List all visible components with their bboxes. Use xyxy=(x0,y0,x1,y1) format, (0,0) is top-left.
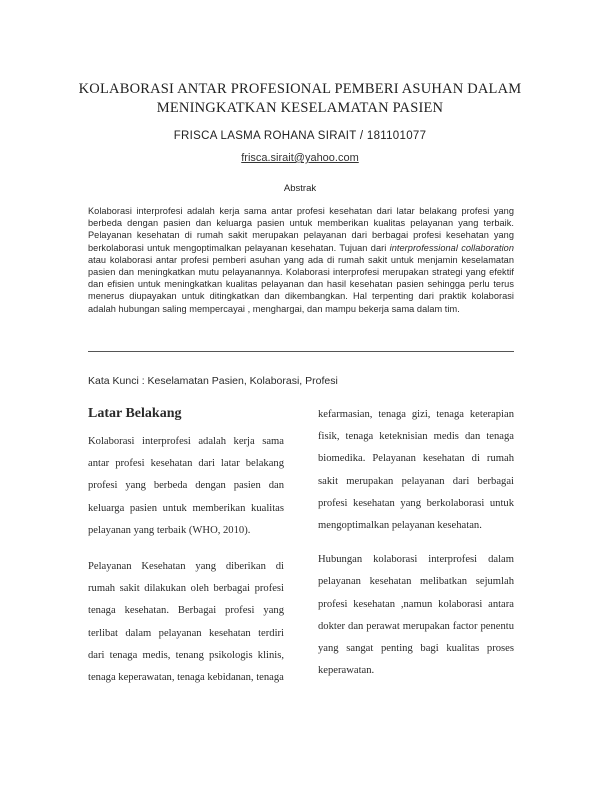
abstract-text-part-1: Kolaborasi interprofesi adalah kerja sama antar profesi kesehatan dari latar belakang profesi yang berbeda dengan pasien dan keluarga pasien untuk memberikan kualitas pelayanan yang terbaik. Pelayanan kesehatan di rumah sakit merupakan pelayanan dari berbagai profesi kesehatan yang berkolaborasi untuk mengoptimalkan pelayanan kesehatan. Tujuan dari xyxy=(88,206,514,253)
left-paragraph-1: Kolaborasi interprofesi adalah kerja sama antar profesi kesehatan dari latar belakang profesi yang berbeda dengan pasien dan keluarga pasien untuk memberikan kualitas pelayanan yang terbaik (WHO, 2010). xyxy=(88,436,284,536)
left-column xyxy=(88,405,284,703)
abstract-italic-term: interprofessional collaboration xyxy=(389,242,514,253)
paper-title xyxy=(60,80,540,118)
abstract-heading: Abstrak xyxy=(283,183,317,194)
section-divider xyxy=(88,351,514,352)
section-heading-latar-belakang: Latar Belakang xyxy=(88,406,182,421)
author-line: FRISCA LASMA ROHANA SIRAIT / 181101077 xyxy=(173,130,427,142)
right-paragraph-1: kefarmasian, tenaga gizi, tenaga keterapian fisik, tenaga keteknisian medis dan tenaga biomedika. Pelayanan kesehatan di rumah sakit merupakan pelayanan dari berbagai profesi kesehatan yang berkolaborasi untuk mengoptimalkan pelayanan kesehatan. xyxy=(318,409,514,532)
right-paragraph-2: Hubungan kolaborasi interprofesi dalam pelayanan kesehatan melibatkan sejumlah profesi kesehatan ,namun kolaborasi antara dokter dan perawat merupakan factor penentu yang sangat penting bagi kualitas proses keperawatan. xyxy=(318,554,514,677)
right-column xyxy=(318,404,514,694)
keywords-line: Kata Kunci : Keselamatan Pasien, Kolaborasi, Profesi xyxy=(88,375,338,387)
paper-title-line-2: MENINGKATKAN KESELAMATAN PASIEN xyxy=(156,100,444,116)
abstract-body xyxy=(88,205,514,315)
abstract-text-part-2: atau kolaborasi antar profesi pemberi asuhan yang ada di rumah sakit untuk menjamin keselamatan pasien dan meningkatkan mutu pelayanannya. Kolaborasi interprofesi merupakan strategi yang efektif dan efisien untuk meningkatkan kualitas pelayanan dan hasil kesehatan pasien sehingga perlu terus menerus diupayakan untuk ditingkatkan dan dikembangkan. Hal terpenting dari praktik kolaborasi adalah hubungan saling mempercayai , menghargai, dan mampu bekerja sama dalam tim. xyxy=(88,254,514,314)
author-email xyxy=(60,152,540,164)
author-email-link[interactable]: frisca.sirait@yahoo.com xyxy=(241,152,359,164)
paper-title-line-1: KOLABORASI ANTAR PROFESIONAL PEMBERI ASUHAN DALAM xyxy=(78,81,522,97)
left-paragraph-2: Pelayanan Kesehatan yang diberikan di rumah sakit dilakukan oleh berbagai profesi tenaga kesehatan. Berbagai profesi yang terlibat dalam pelayanan kesehatan terdiri dari tenaga medis, tenang psikologis klinis, tenaga keperawatan, tenaga kebidanan, tenaga xyxy=(88,561,284,684)
